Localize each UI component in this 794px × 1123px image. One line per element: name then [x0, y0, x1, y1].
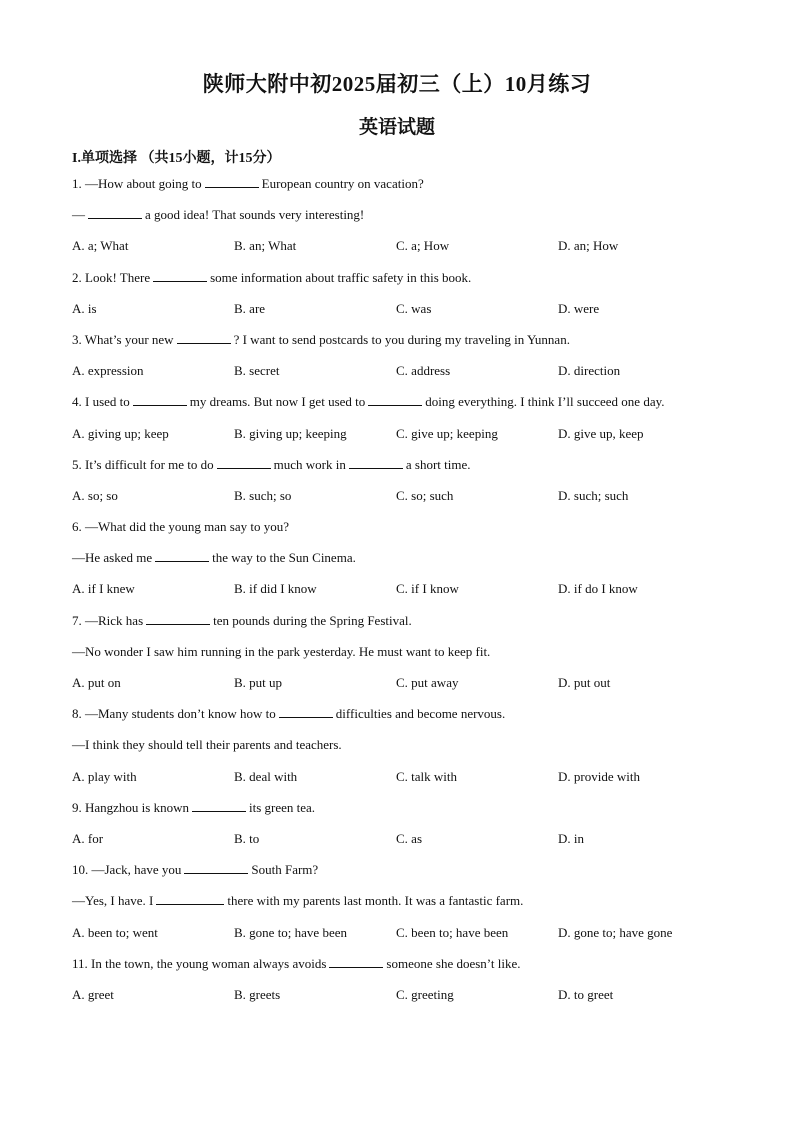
- option-a: A. expression: [72, 363, 144, 379]
- option-b: B. are: [234, 300, 266, 316]
- option-a: A. put on: [72, 675, 121, 690]
- question-text: —He asked me: [72, 550, 153, 566]
- question-5: [72, 456, 732, 518]
- question-6: [72, 518, 732, 612]
- answer-blank: [279, 705, 333, 718]
- option-a: A. so; so: [72, 487, 118, 503]
- question-text: —I think they should tell their parents and teachers.: [72, 737, 342, 753]
- answer-blank: [217, 456, 271, 469]
- option-d: D. give up, keep: [558, 425, 644, 441]
- option-d: D. gone to; have gone: [558, 924, 673, 940]
- question-text: the way to the Sun Cinema.: [212, 550, 356, 566]
- option-c: C. talk with: [396, 768, 458, 784]
- option-c: C. a; How: [396, 238, 450, 254]
- question-9: [72, 799, 732, 861]
- option-b: B. gone to; have been: [234, 924, 347, 940]
- question-10: [72, 861, 732, 955]
- option-d: D. an; How: [558, 238, 619, 254]
- option-d: D. provide with: [558, 768, 640, 784]
- question-text: its green tea.: [249, 799, 316, 815]
- question-text: 3. What’s your new: [72, 331, 174, 347]
- option-c: C. greeting: [396, 986, 454, 1002]
- option-a: A. a; What: [72, 238, 129, 254]
- option-b: B. secret: [234, 363, 280, 379]
- question-line: [72, 393, 732, 424]
- question-3: [72, 331, 732, 393]
- question-text: 5. It’s difficult for me to do: [72, 456, 214, 472]
- question-text: 1. —How about going to: [72, 176, 202, 191]
- answer-blank: [192, 799, 246, 812]
- option-c: C. so; such: [396, 487, 454, 503]
- option-b: B. giving up; keeping: [234, 425, 347, 441]
- option-d: D. to greet: [558, 986, 614, 1002]
- question-text: 2. Look! There: [72, 269, 151, 285]
- question-text: 9. Hangzhou is known: [72, 799, 189, 815]
- question-line: [72, 892, 732, 923]
- option-a: A. greet: [72, 986, 114, 1002]
- answer-blank: [368, 393, 422, 406]
- answer-blank: [205, 175, 259, 188]
- option-b: B. greets: [234, 986, 281, 1002]
- question-text: 7. —Rick has: [72, 612, 144, 628]
- question-text: there with my parents last month. It was a fantastic farm.: [227, 893, 524, 909]
- question-line: [72, 643, 732, 674]
- answer-blank: [153, 269, 207, 282]
- answer-blank: [88, 206, 142, 219]
- option-a: A. for: [72, 830, 104, 846]
- option-a: A. is: [72, 300, 97, 316]
- question-text: 10. —Jack, have you: [72, 862, 182, 878]
- option-b: B. put up: [234, 675, 283, 690]
- option-b: B. deal with: [234, 768, 298, 784]
- options-row: [72, 674, 732, 705]
- question-text: 8. —Many students don’t know how to: [72, 706, 276, 722]
- option-a: A. play with: [72, 768, 137, 784]
- question-line: [72, 705, 732, 736]
- page-subtitle: 英语试题: [358, 117, 435, 138]
- question-text: a short time.: [405, 456, 471, 472]
- options-row: [72, 830, 732, 861]
- option-d: D. were: [558, 300, 600, 316]
- answer-blank: [133, 393, 187, 406]
- option-c: C. if I know: [396, 581, 459, 597]
- question-text: doing everything. I think I’ll succeed one day.: [425, 394, 665, 410]
- question-line: [72, 799, 732, 830]
- option-d: D. put out: [558, 675, 611, 690]
- question-line: [72, 612, 732, 643]
- option-c: C. address: [396, 363, 451, 379]
- question-text: difficulties and become nervous.: [335, 706, 506, 722]
- question-list: [72, 175, 732, 1017]
- option-b: B. such; so: [234, 487, 292, 503]
- option-d: D. such; such: [558, 487, 629, 503]
- answer-blank: [177, 331, 231, 344]
- section-heading: I.单项选择 （共15小题，计15分）: [72, 151, 281, 166]
- option-b: B. if did I know: [234, 581, 317, 597]
- options-row: [72, 487, 732, 518]
- question-line: [72, 736, 732, 767]
- answer-blank: [349, 456, 403, 469]
- options-row: [72, 237, 732, 268]
- question-text: 6. —What did the young man say to you?: [72, 519, 289, 535]
- option-a: A. if I knew: [72, 581, 135, 597]
- question-2: [72, 269, 732, 331]
- option-c: C. put away: [396, 675, 459, 690]
- question-1: [72, 175, 732, 269]
- question-text: 4. I used to: [72, 394, 130, 410]
- option-c: C. give up; keeping: [396, 425, 498, 441]
- options-row: [72, 362, 732, 393]
- option-c: C. was: [396, 300, 432, 316]
- question-4: [72, 393, 732, 455]
- question-line: [72, 175, 732, 206]
- option-c: C. been to; have been: [396, 924, 509, 940]
- question-text: —No wonder I saw him running in the park yesterday. He must want to keep fit.: [72, 643, 491, 659]
- question-text: ? I want to send postcards to you during my traveling in Yunnan.: [233, 331, 570, 347]
- question-text: some information about traffic safety in this book.: [210, 269, 472, 285]
- option-d: D. direction: [558, 363, 621, 379]
- question-line: [72, 269, 732, 300]
- option-a: A. been to; went: [72, 924, 158, 940]
- question-text: South Farm?: [251, 862, 319, 878]
- question-text: a good idea! That sounds very interesting!: [145, 207, 365, 223]
- page-title: 陕师大附中初2025届初三（上）10月练习: [202, 72, 592, 96]
- question-11: [72, 955, 732, 1017]
- question-line: [72, 206, 732, 237]
- options-row: [72, 425, 732, 456]
- question-7: [72, 612, 732, 706]
- option-b: B. an; What: [234, 238, 297, 254]
- answer-blank: [184, 861, 248, 874]
- options-row: [72, 986, 732, 1017]
- question-text: someone she doesn’t like.: [386, 955, 521, 971]
- question-text: much work in: [273, 456, 346, 472]
- question-line: [72, 456, 732, 487]
- question-text: ten pounds during the Spring Festival.: [213, 612, 412, 628]
- options-row: [72, 924, 732, 955]
- question-line: [72, 549, 732, 580]
- option-c: C. as: [396, 830, 422, 846]
- question-line: [72, 331, 732, 362]
- option-d: D. in: [558, 830, 584, 846]
- answer-blank: [329, 955, 383, 968]
- answer-blank: [146, 612, 210, 625]
- question-line: [72, 518, 732, 549]
- question-line: [72, 861, 732, 892]
- option-d: D. if do I know: [558, 581, 638, 597]
- question-text: —Yes, I have. I: [72, 893, 154, 909]
- options-row: [72, 580, 732, 611]
- option-a: A. giving up; keep: [72, 425, 169, 441]
- options-row: [72, 768, 732, 799]
- answer-blank: [155, 549, 209, 562]
- question-text: —: [72, 207, 85, 223]
- question-8: [72, 705, 732, 799]
- question-text: European country on vacation?: [261, 176, 424, 191]
- question-line: [72, 955, 732, 986]
- option-b: B. to: [234, 830, 260, 846]
- question-text: my dreams. But now I get used to: [189, 394, 366, 410]
- question-text: 11. In the town, the young woman always avoids: [72, 955, 327, 971]
- answer-blank: [156, 892, 224, 905]
- options-row: [72, 300, 732, 331]
